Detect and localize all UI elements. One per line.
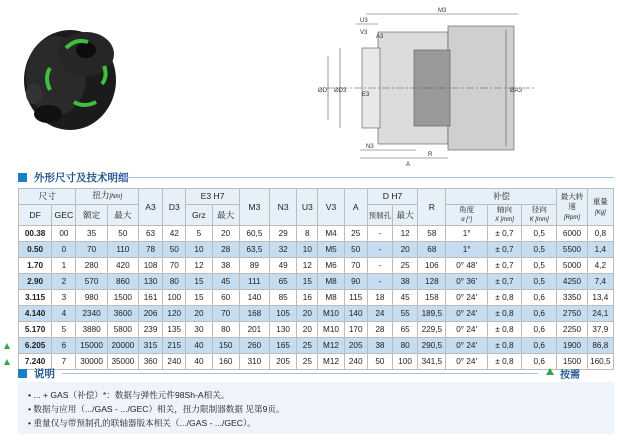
notes-header — [18, 366, 538, 380]
cell-e3max: 70 — [212, 306, 239, 322]
cell-a3: 360 — [138, 354, 162, 370]
cell-e3max: 38 — [212, 258, 239, 274]
cell-max: 3600 — [107, 306, 138, 322]
cell-n3: 130 — [270, 322, 297, 338]
table-row — [19, 226, 614, 242]
cell-a: 170 — [344, 322, 367, 338]
cell-max: 110 — [107, 242, 138, 258]
section-rule — [120, 177, 614, 178]
cell-a: 140 — [344, 306, 367, 322]
cell-angle: 0° 24' — [446, 354, 487, 370]
cell-d3: 70 — [163, 258, 186, 274]
cell-m3: 63,5 — [239, 242, 269, 258]
cell-speed: 5500 — [557, 242, 587, 258]
header-prebore: 预制孔 — [367, 205, 392, 226]
cell-angle: 1° — [446, 242, 487, 258]
cell-gec: 6 — [52, 338, 76, 354]
cell-rated: 3880 — [76, 322, 107, 338]
header-compensation: 补偿 — [446, 189, 557, 205]
cell-m3: 89 — [239, 258, 269, 274]
cell-n3: 29 — [270, 226, 297, 242]
header-angle-label: 角度 — [459, 205, 475, 214]
section-title: 外形尺寸及技术明细 — [34, 172, 129, 184]
header-weight — [587, 189, 613, 226]
cell-weight: 13,4 — [587, 290, 613, 306]
cell-v3: M6 — [318, 258, 344, 274]
header-d3: D3 — [163, 189, 186, 226]
cell-weight: 0,8 — [587, 226, 613, 242]
cell-angle: 0° 48' — [446, 258, 487, 274]
cell-rated: 2340 — [76, 306, 107, 322]
cell-r: 158 — [418, 290, 446, 306]
cell-weight: 4,2 — [587, 258, 613, 274]
cell-df: 00.38 — [19, 226, 52, 242]
cell-u3: 10 — [297, 242, 318, 258]
cell-prebore: - — [367, 226, 392, 242]
cell-a3: 108 — [138, 258, 162, 274]
cell-u3: 25 — [297, 354, 318, 370]
notes-box — [18, 382, 614, 434]
cell-u3: 20 — [297, 322, 318, 338]
section-header — [18, 170, 614, 184]
cell-e3max: 28 — [212, 242, 239, 258]
cell-dmax: 65 — [393, 322, 418, 338]
cell-u3: 15 — [297, 274, 318, 290]
cell-dmax: 12 — [393, 226, 418, 242]
cell-e3max: 150 — [212, 338, 239, 354]
cell-d3: 50 — [163, 242, 186, 258]
cell-r: 290,5 — [418, 338, 446, 354]
header-n3: N3 — [270, 189, 297, 226]
cell-m3: 140 — [239, 290, 269, 306]
cell-dmax: 55 — [393, 306, 418, 322]
cell-u3: 20 — [297, 306, 318, 322]
cell-v3: M10 — [318, 306, 344, 322]
cell-radial: 0,5 — [522, 274, 557, 290]
cell-n3: 85 — [270, 290, 297, 306]
cell-a3: 206 — [138, 306, 162, 322]
cell-n3: 49 — [270, 258, 297, 274]
cell-v3: M5 — [318, 242, 344, 258]
cell-e3max: 160 — [212, 354, 239, 370]
cell-gec: 00 — [52, 226, 76, 242]
header-torque-label: 扭力 — [92, 190, 110, 200]
cell-v3: M8 — [318, 274, 344, 290]
cell-df: 2.90 — [19, 274, 52, 290]
header-axial — [487, 205, 521, 226]
table-row — [19, 306, 614, 322]
cell-max: 1500 — [107, 290, 138, 306]
cell-speed: 5000 — [557, 258, 587, 274]
cell-rated: 570 — [76, 274, 107, 290]
cell-grz: 40 — [186, 338, 212, 354]
on-request-label: 按需 — [560, 370, 580, 381]
label-m3: M3 — [438, 8, 447, 14]
header-max-speed — [557, 189, 587, 226]
cell-r: 68 — [418, 242, 446, 258]
cell-dmax: 20 — [393, 242, 418, 258]
product-image — [8, 10, 128, 138]
cell-m3: 201 — [239, 322, 269, 338]
header-d-max: 最大 — [393, 205, 418, 226]
cell-d3: 80 — [163, 274, 186, 290]
cell-gec: 7 — [52, 354, 76, 370]
cell-rated: 70 — [76, 242, 107, 258]
cell-r: 128 — [418, 274, 446, 290]
cell-axial: ± 0,7 — [487, 258, 521, 274]
cell-m3: 111 — [239, 274, 269, 290]
cell-rated: 280 — [76, 258, 107, 274]
cell-prebore: 38 — [367, 338, 392, 354]
cell-a3: 63 — [138, 226, 162, 242]
cell-prebore: 50 — [367, 354, 392, 370]
cell-gec: 1 — [52, 258, 76, 274]
cell-df: 7.240 — [19, 354, 52, 370]
cell-r: 341,5 — [418, 354, 446, 370]
cell-v3: M4 — [318, 226, 344, 242]
header-r: R — [418, 189, 446, 226]
label-d3: ØD3 — [334, 88, 347, 94]
cell-gec: 0 — [52, 242, 76, 258]
cell-grz: 20 — [186, 306, 212, 322]
cell-angle: 0° 24' — [446, 306, 487, 322]
cell-gec: 4 — [52, 306, 76, 322]
note-line: • 重量仅与带预制孔的联轴器版本相关（.../GAS - .../GEC）。 — [28, 418, 256, 428]
cell-df: 3.115 — [19, 290, 52, 306]
table-row — [19, 290, 614, 306]
cell-radial: 0,6 — [522, 322, 557, 338]
on-request-triangle-icon — [4, 343, 10, 349]
cell-weight: 1,4 — [587, 242, 613, 258]
cell-speed: 1500 — [557, 354, 587, 370]
cell-grz: 15 — [186, 274, 212, 290]
cell-d3: 100 — [163, 290, 186, 306]
label-a3-dia: ØA3 — [510, 88, 523, 94]
notes-marker — [18, 369, 27, 378]
label-v3: V3 — [360, 30, 368, 36]
header-rated: 额定 — [76, 205, 107, 226]
cell-n3: 205 — [270, 354, 297, 370]
cell-weight: 37,9 — [587, 322, 613, 338]
cell-rated: 15000 — [76, 338, 107, 354]
cell-n3: 165 — [270, 338, 297, 354]
cell-m3: 260 — [239, 338, 269, 354]
header-axial-label: 轴向 — [496, 205, 513, 214]
cell-grz: 40 — [186, 354, 212, 370]
cell-max: 20000 — [107, 338, 138, 354]
cell-d3: 42 — [163, 226, 186, 242]
cell-angle: 0° 24' — [446, 290, 487, 306]
cell-max: 860 — [107, 274, 138, 290]
label-e3: E3 — [362, 92, 370, 98]
cell-u3: 8 — [297, 226, 318, 242]
cell-weight: 86,8 — [587, 338, 613, 354]
label-d: ØD — [318, 88, 327, 94]
cell-m3: 60,5 — [239, 226, 269, 242]
header-angle — [446, 205, 487, 226]
cell-axial: ± 0,7 — [487, 274, 521, 290]
cell-axial: ± 0,7 — [487, 242, 521, 258]
header-e3: E3 H7 — [186, 189, 239, 205]
cell-speed: 1900 — [557, 338, 587, 354]
cell-grz: 12 — [186, 258, 212, 274]
cell-d3: 120 — [163, 306, 186, 322]
cell-angle: 0° 24' — [446, 338, 487, 354]
cell-df: 0.50 — [19, 242, 52, 258]
specification-table — [18, 188, 614, 370]
cell-a3: 78 — [138, 242, 162, 258]
header-torque-unit: [Nm] — [109, 194, 123, 200]
label-r: R — [428, 152, 433, 158]
note-line: • 数据与应用（.../GAS - .../GEC）相关，扭力限制器数据 见第9页。 — [28, 404, 285, 414]
cell-df: 6.205 — [19, 338, 52, 354]
cell-speed: 3350 — [557, 290, 587, 306]
cell-dmax: 38 — [393, 274, 418, 290]
cell-gec: 3 — [52, 290, 76, 306]
cell-gec: 2 — [52, 274, 76, 290]
header-axial-symbol: X [mm] — [494, 217, 514, 223]
header-u3: U3 — [297, 189, 318, 226]
cell-e3max: 60 — [212, 290, 239, 306]
notes-title: 说明 — [34, 368, 55, 380]
cell-a3: 315 — [138, 338, 162, 354]
cell-radial: 0,6 — [522, 338, 557, 354]
cell-angle: 0° 24' — [446, 322, 487, 338]
cell-radial: 0,6 — [522, 306, 557, 322]
cell-df: 4.140 — [19, 306, 52, 322]
cell-prebore: - — [367, 274, 392, 290]
cell-axial: ± 0,7 — [487, 226, 521, 242]
label-a3: A3 — [376, 34, 384, 40]
header-torque — [76, 189, 139, 205]
cell-prebore: - — [367, 242, 392, 258]
table-row — [19, 338, 614, 354]
cell-axial: ± 0,8 — [487, 322, 521, 338]
cell-v3: M12 — [318, 338, 344, 354]
cell-a: 70 — [344, 258, 367, 274]
cell-e3max: 20 — [212, 226, 239, 242]
cell-a3: 161 — [138, 290, 162, 306]
cell-a3: 130 — [138, 274, 162, 290]
header-weight-label: 重量 — [592, 196, 608, 206]
cell-dmax: 25 — [393, 258, 418, 274]
triangle-icon — [546, 368, 554, 375]
cell-axial: ± 0,8 — [487, 306, 521, 322]
note-line: • ... + GAS（补偿）*：数据与弹性元件98Sh-A相关。 — [28, 390, 230, 400]
cell-grz: 10 — [186, 242, 212, 258]
cell-dmax: 45 — [393, 290, 418, 306]
cell-e3max: 45 — [212, 274, 239, 290]
cell-n3: 65 — [270, 274, 297, 290]
cell-a: 50 — [344, 242, 367, 258]
cell-speed: 2750 — [557, 306, 587, 322]
header-gec: GEC — [52, 205, 76, 226]
cell-weight: 7,4 — [587, 274, 613, 290]
cell-r: 229,5 — [418, 322, 446, 338]
cell-max: 420 — [107, 258, 138, 274]
cell-d3: 240 — [163, 354, 186, 370]
cell-rated: 35 — [76, 226, 107, 242]
cell-a: 115 — [344, 290, 367, 306]
cell-speed: 6000 — [557, 226, 587, 242]
cell-weight: 24,1 — [587, 306, 613, 322]
cell-d3: 215 — [163, 338, 186, 354]
cell-df: 1.70 — [19, 258, 52, 274]
header-v3: V3 — [318, 189, 344, 226]
header-e3-max: 最大 — [212, 205, 239, 226]
header-a3: A3 — [138, 189, 162, 226]
cell-gec: 5 — [52, 322, 76, 338]
cell-weight: 160,5 — [587, 354, 613, 370]
header-grz: Grz — [186, 205, 212, 226]
cell-angle: 0° 36' — [446, 274, 487, 290]
cell-axial: ± 0,8 — [487, 290, 521, 306]
header-max-speed-label: 最大转速 — [560, 191, 584, 211]
cell-radial: 0,5 — [522, 242, 557, 258]
header-torque-max: 最大 — [107, 205, 138, 226]
cell-r: 58 — [418, 226, 446, 242]
cell-prebore: - — [367, 258, 392, 274]
cell-radial: 0,6 — [522, 290, 557, 306]
table-row — [19, 274, 614, 290]
cell-r: 106 — [418, 258, 446, 274]
cell-radial: 0,6 — [522, 354, 557, 370]
cell-max: 5800 — [107, 322, 138, 338]
cell-m3: 168 — [239, 306, 269, 322]
table-row — [19, 242, 614, 258]
cell-v3: M12 — [318, 354, 344, 370]
header-df: DF — [19, 205, 52, 226]
cell-grz: 30 — [186, 322, 212, 338]
cell-axial: ± 0,8 — [487, 338, 521, 354]
header-radial-symbol: K [mm] — [529, 217, 549, 223]
cell-dmax: 100 — [393, 354, 418, 370]
header-weight-unit: [Kg] — [594, 209, 606, 216]
cell-n3: 105 — [270, 306, 297, 322]
cell-dmax: 80 — [393, 338, 418, 354]
cell-radial: 0,5 — [522, 258, 557, 274]
cell-angle: 1° — [446, 226, 487, 242]
cell-e3max: 80 — [212, 322, 239, 338]
header-m3: M3 — [239, 189, 269, 226]
header-d: D H7 — [367, 189, 417, 205]
section-marker — [18, 173, 27, 182]
header-radial-label: 径向 — [531, 205, 547, 214]
cell-a3: 239 — [138, 322, 162, 338]
header-angle-symbol: α [°] — [461, 217, 473, 223]
notes-rule — [62, 373, 538, 374]
cell-speed: 4250 — [557, 274, 587, 290]
cell-grz: 5 — [186, 226, 212, 242]
cell-max: 35000 — [107, 354, 138, 370]
cell-rated: 980 — [76, 290, 107, 306]
cell-radial: 0,5 — [522, 226, 557, 242]
cell-r: 189,5 — [418, 306, 446, 322]
label-a: A — [406, 162, 411, 168]
cell-grz: 15 — [186, 290, 212, 306]
header-radial — [522, 205, 557, 226]
cell-d3: 135 — [163, 322, 186, 338]
label-n3: N3 — [366, 144, 374, 150]
cell-u3: 16 — [297, 290, 318, 306]
cell-df: 5.170 — [19, 322, 52, 338]
table-row — [19, 258, 614, 274]
cell-prebore: 24 — [367, 306, 392, 322]
cell-speed: 2250 — [557, 322, 587, 338]
cell-n3: 32 — [270, 242, 297, 258]
cell-u3: 25 — [297, 338, 318, 354]
cell-a: 205 — [344, 338, 367, 354]
header-size: 尺寸 — [19, 189, 76, 205]
cell-prebore: 28 — [367, 322, 392, 338]
cell-rated: 30000 — [76, 354, 107, 370]
cell-m3: 310 — [239, 354, 269, 370]
cell-prebore: 18 — [367, 290, 392, 306]
label-u3: U3 — [360, 18, 368, 24]
cell-v3: M10 — [318, 322, 344, 338]
cell-max: 50 — [107, 226, 138, 242]
cell-a: 90 — [344, 274, 367, 290]
table-row — [19, 322, 614, 338]
on-request-triangle-icon — [4, 359, 10, 365]
cell-a: 25 — [344, 226, 367, 242]
cell-v3: M8 — [318, 290, 344, 306]
header-max-speed-unit: [Rpm] — [563, 214, 580, 221]
table-body — [19, 226, 614, 370]
technical-drawing — [306, 0, 546, 168]
cell-axial: ± 0,8 — [487, 354, 521, 370]
cell-a: 240 — [344, 354, 367, 370]
header-a: A — [344, 189, 367, 226]
cell-u3: 12 — [297, 258, 318, 274]
